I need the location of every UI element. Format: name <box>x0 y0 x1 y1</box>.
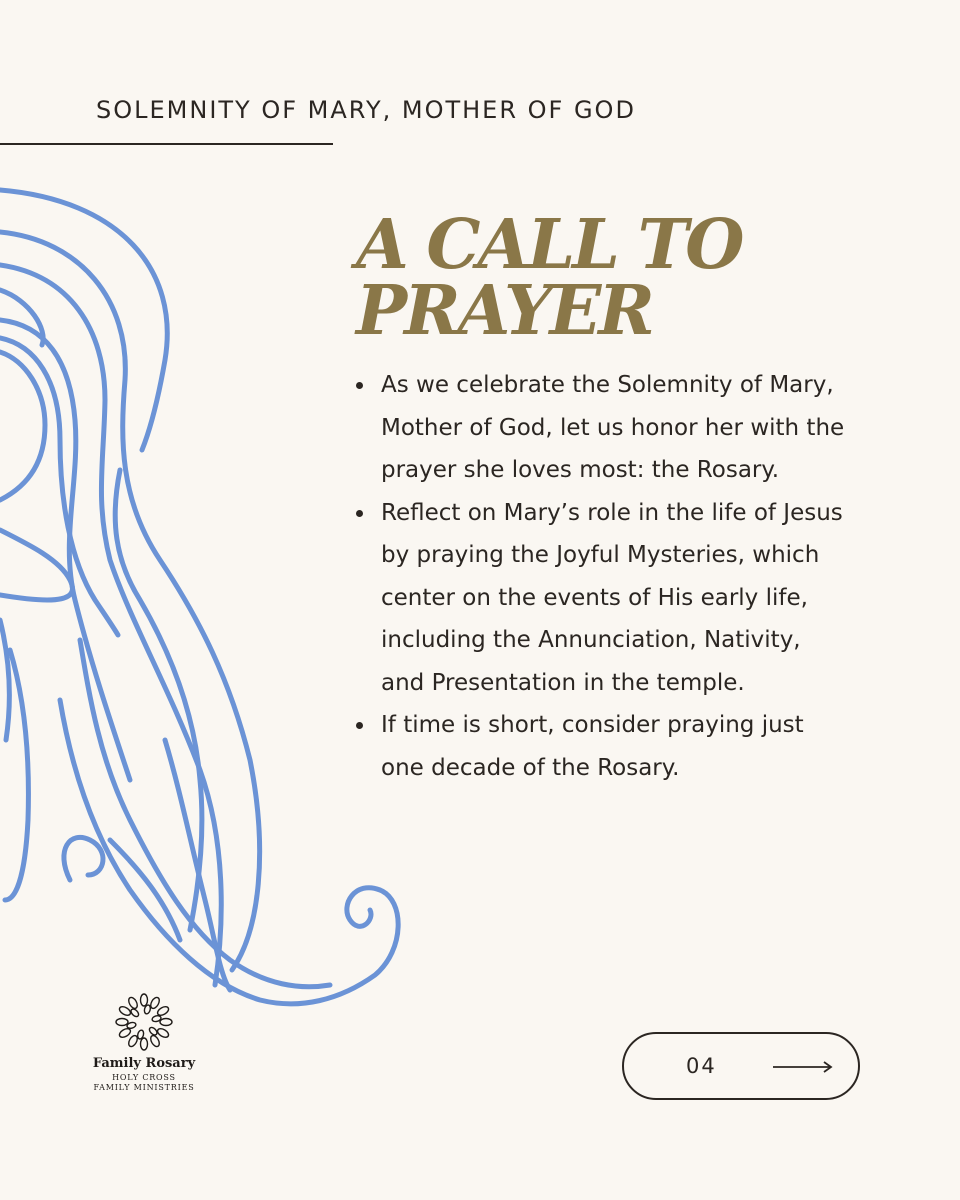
logo-subtitle <box>80 1073 208 1093</box>
next-page-button[interactable] <box>622 1032 860 1100</box>
eyebrow-title: SOLEMNITY OF MARY, MOTHER OF GOD <box>96 96 636 124</box>
title-line-2: PRAYER <box>356 271 652 351</box>
family-rosary-logo <box>80 992 208 1093</box>
page-number: 04 <box>686 1054 717 1078</box>
logo-subtitle-line-2: FAMILY MINISTRIES <box>93 1083 195 1092</box>
eyebrow-divider <box>0 143 333 145</box>
rosary-wreath-icon <box>114 992 174 1052</box>
bullet-item: As we celebrate the Solemnity of Mary, Mother of God, let us honor her with the prayer she loves most: the Rosary. <box>356 364 846 492</box>
arrow-right-icon <box>772 1060 834 1074</box>
prayer-bullet-list <box>356 364 846 789</box>
logo-name: Family Rosary <box>92 1056 196 1071</box>
page-title <box>356 205 916 351</box>
logo-subtitle-line-1: HOLY CROSS <box>112 1073 176 1082</box>
bullet-item: Reflect on Mary’s role in the life of Jesus by praying the Joyful Mysteries, which center on the events of His early life, including the Annunciation, Nativity, and Presentation in the temple. <box>356 492 846 705</box>
bullet-item: If time is short, consider praying just one decade of the Rosary. <box>356 704 846 789</box>
title-line-1: A CALL TO <box>356 205 742 285</box>
